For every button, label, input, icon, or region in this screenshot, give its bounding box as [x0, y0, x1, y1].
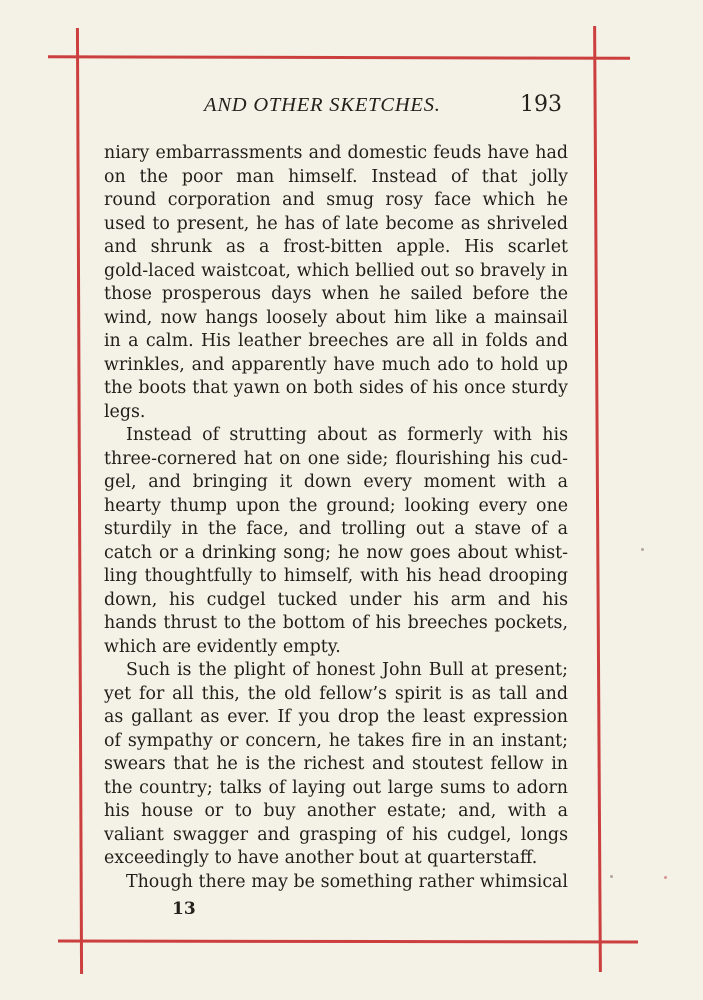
text-line: Though there may be something rather whimsical — [126, 871, 568, 892]
text-line: niary embarrassments and domestic feuds have had — [104, 143, 568, 163]
text-line: and shrunk as a frost-bitten apple. His scarlet — [104, 237, 568, 257]
body-text — [104, 142, 568, 892]
text-line: those prosperous days when he sailed before the — [104, 284, 568, 304]
text-line: sturdily in the face, and trolling out a stave of a — [104, 519, 568, 539]
text-line: exceedingly to have another bout at quarterstaff. — [104, 848, 538, 868]
border-rule-right — [593, 26, 602, 972]
text-line: legs. — [104, 401, 146, 422]
border-rule-top — [48, 55, 630, 60]
text-line: Instead of strutting about as formerly with his — [126, 425, 568, 445]
text-line: the boots that yawn on both sides of his once sturdy — [104, 378, 568, 398]
text-line: on the poor man himself. Instead of that jolly — [104, 166, 568, 187]
text-line: down, his cudgel tucked under his arm and his — [104, 589, 568, 610]
text-line: used to present, he has of late become as shriveled — [104, 213, 568, 234]
text-line: wrinkles, and apparently have much ado to hold up — [104, 354, 568, 375]
text-line: which are evidently empty. — [104, 636, 341, 657]
text-line: gold-laced waistcoat, which bellied out so bravely in — [104, 260, 568, 281]
paper-speck — [641, 548, 644, 551]
text-line: valiant swagger and grasping of his cudgel, longs — [104, 824, 568, 845]
signature-mark: 13 — [172, 899, 196, 919]
text-line: three-cornered hat on one side; flourishing his cud- — [104, 448, 568, 469]
page-number: 193 — [520, 92, 562, 117]
page-header — [200, 92, 562, 124]
border-rule-bottom — [58, 939, 638, 943]
text-line: hearty thump upon the ground; looking every one — [104, 495, 568, 516]
text-line: catch or a drinking song; he now goes about whist- — [104, 542, 568, 563]
text-line: his house or to buy another estate; and, with a — [104, 801, 568, 821]
text-line: yet for all this, the old fellow’s spirit is as tall and — [104, 683, 568, 704]
text-line: the country; talks of laying out large sums to adorn — [104, 777, 568, 798]
paper-speck — [664, 876, 667, 879]
border-rule-left — [76, 28, 83, 974]
text-line: ling thoughtfully to himself, with his head drooping — [104, 566, 568, 586]
text-line: gel, and bringing it down every moment with a — [104, 472, 568, 492]
paper-speck — [610, 875, 613, 878]
running-head: AND OTHER SKETCHES. — [204, 94, 441, 116]
text-line: wind, now hangs loosely about him like a mainsail — [104, 307, 568, 328]
text-line: as gallant as ever. If you drop the least expression — [104, 707, 568, 727]
text-line: Such is the plight of honest John Bull at present; — [126, 660, 568, 680]
text-line: in a calm. His leather breeches are all in folds and — [104, 331, 568, 351]
text-line: swears that he is the richest and stoutest fellow in — [104, 754, 568, 774]
text-line: round corporation and smug rosy face which he — [104, 190, 568, 210]
text-line: of sympathy or concern, he takes fire in an instant; — [104, 730, 568, 751]
text-line: hands thrust to the bottom of his breeches pockets, — [104, 613, 568, 633]
